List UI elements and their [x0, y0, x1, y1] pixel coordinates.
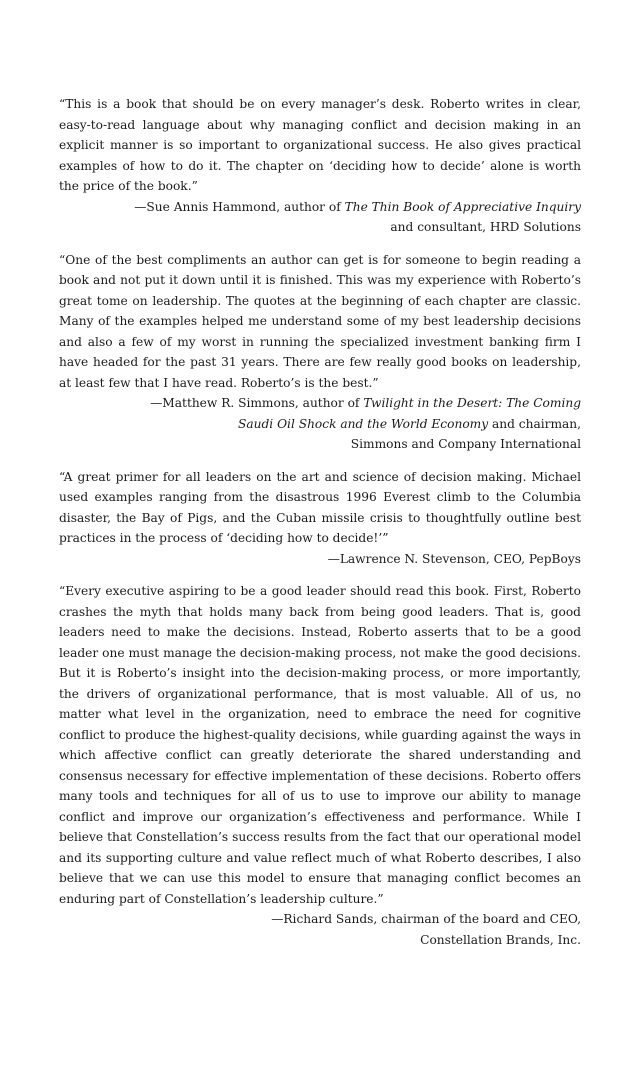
attribution-author: —Richard Sands, chairman of the board and CEO, — [271, 912, 581, 926]
attribution-line — [59, 393, 581, 414]
attribution-affiliation: Simmons and Company International — [350, 437, 581, 451]
attribution — [59, 393, 581, 455]
praise-page — [59, 94, 581, 962]
attribution-role: and chairman, — [488, 416, 581, 431]
attribution-author: —Matthew R. Simmons, author of — [150, 396, 364, 410]
attribution-affiliation: Constellation Brands, Inc. — [420, 932, 581, 947]
book-title: The Thin Book of Appreciative Inquiry — [344, 199, 581, 214]
quote-text: “This is a book that should be on every manager’s desk. Roberto writes in clear, easy-to-read language about why managing conflict and decision making in an explicit manner is so important to organizational success. He also gives practical examples of how to do it. The chapter on ‘deciding how to decide’ alone is worth the price of the book.” — [59, 97, 581, 193]
attribution — [59, 549, 581, 570]
attribution-affiliation: and consultant, HRD Solutions — [390, 220, 581, 234]
quote-text: “A great primer for all leaders on the art and science of decision making. Michael used examples ranging from the disastrous 1996 Everest climb to the Columbia disaster, the Bay of Pigs, and the Cuban missile crisis to thoughtfully outline best practices in the process of ‘deciding how to decide!’” — [59, 469, 581, 545]
blurb-sands — [59, 581, 581, 950]
book-title: Twilight in the Desert: The Coming — [363, 396, 581, 410]
book-title-continued: Saudi Oil Shock and the World Economy — [238, 416, 489, 431]
attribution — [59, 197, 581, 238]
blurb-stevenson — [59, 467, 581, 570]
blurb-hammond — [59, 94, 581, 238]
attribution — [59, 909, 581, 950]
quote-text: “One of the best compliments an author can get is for someone to begin reading a book and not put it down until it is finished. This was my experience with Roberto’s great tome on leadership. The quotes at the beginning of each chapter are classic. Many of the examples helped me understand some of my best leadership decisions and also a few of my worst in running the specialized investment banking firm I have headed for the past 31 years. There are few really good books on leadership, at least few that I have read. Roberto’s is the best.” — [59, 252, 581, 390]
attribution-author: —Lawrence N. Stevenson, CEO, PepBoys — [327, 551, 581, 566]
attribution-line — [59, 197, 581, 218]
blurb-simmons — [59, 250, 581, 455]
attribution-author: —Sue Annis Hammond, author of — [134, 199, 345, 214]
attribution-line — [59, 414, 581, 435]
quote-text: “Every executive aspiring to be a good leader should read this book. First, Roberto crashes the myth that holds many back from being good leaders. That is, good leaders need to make the decisions. Instead, Roberto asserts that to be a good leader one must manage the decision-making process, not make the good decisions. But it is Roberto’s insight into the decision-making process, or more importantly, the drivers of organizational performance, that is most valuable. All of us, no matter what level in the organization, need to embrace the need for cognitive conflict to produce the highest-quality decisions, while guarding against the ways in which affective conflict can greatly deteriorate the shared understanding and consensus necessary for effective implementation of these decisions. Roberto offers many tools and techniques for all of us to use to improve our ability to manage conflict and improve our organization’s effectiveness and performance. While I believe that Constellation’s success results from the fact that our operational model and its supporting culture and value reflect much of what Roberto describes, I also believe that we can use this model to ensure that managing conflict becomes an enduring part of Constellation’s leadership culture.” — [59, 584, 581, 906]
